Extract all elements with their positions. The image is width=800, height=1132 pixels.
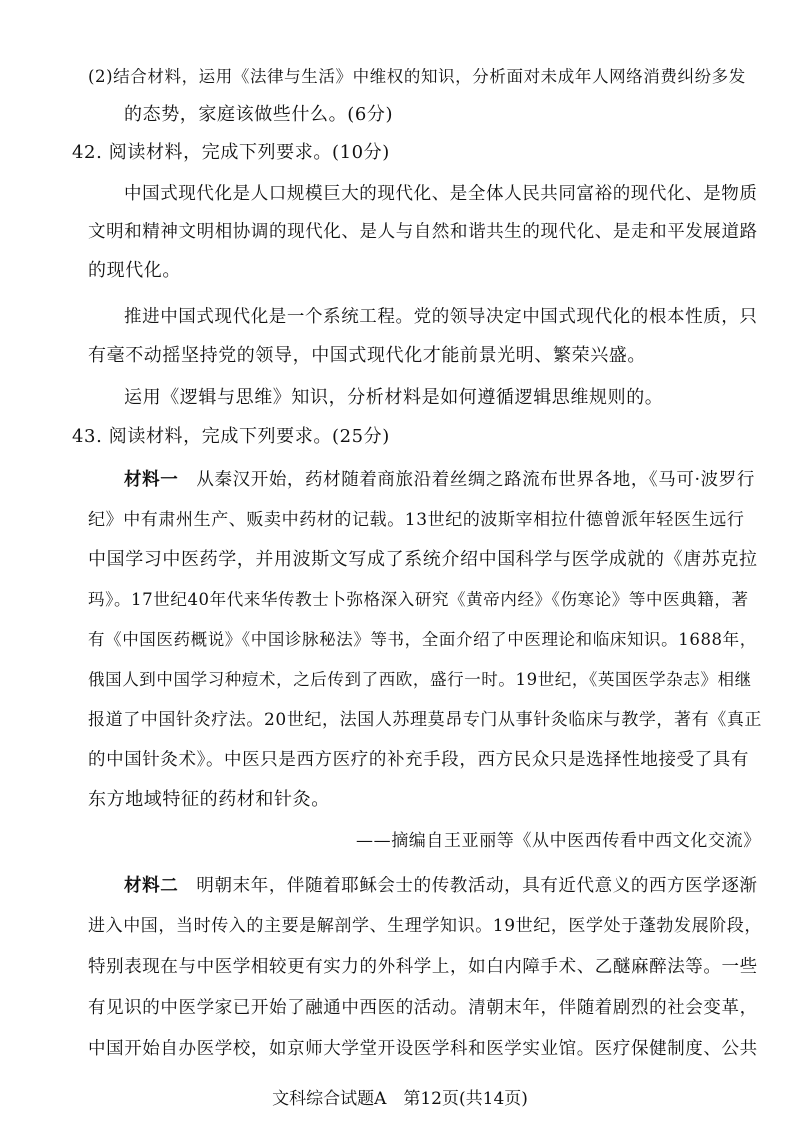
- material-1-source: ——摘编自王亚丽等《从中医西传看中西文化交流》: [356, 831, 761, 851]
- q43-m1-line-7: 报道了中国针灸疗法。20世纪，法国人苏理莫昂专门从事针灸临床与教学，著有《真正: [88, 710, 763, 730]
- q42-p1-line-1: 中国式现代化是人口规模巨大的现代化、是全体人民共同富裕的现代化、是物质: [124, 184, 758, 204]
- q43-m2-line-5: 中国开始自办医学校，如京师大学堂开设医学科和医学实业馆。医疗保健制度、公共: [88, 1039, 758, 1059]
- q41-2-line-1: (2)结合材料，运用《法律与生活》中维权的知识，分析面对未成年人网络消费纠纷多发: [88, 67, 746, 86]
- q43-m1-line-3: 中国学习中医药学，并用波斯文写成了系统介绍中国科学与医学成就的《唐苏克拉: [88, 549, 758, 570]
- q43-m1-line-9: 东方地域特征的药材和针灸。: [88, 789, 330, 810]
- q42-task: 运用《逻辑与思维》知识，分析材料是如何遵循逻辑思维规则的。: [124, 387, 664, 408]
- q43-m2-line-3: 特别表现在与中医学相较更有实力的外科学上，如白内障手术、乙醚麻醉法等。一些: [88, 957, 758, 977]
- material-1-text: 从秦汉开始，药材随着商旅沿着丝绸之路流布世界各地，《马可·波罗行: [196, 470, 755, 490]
- q41-2-line-2: 的态势，家庭该做些什么。(6分): [124, 104, 394, 125]
- q43-m1-line-8: 的中国针灸术》。中医只是西方医疗的补充手段，西方民众只是选择性地接受了具有: [88, 750, 749, 770]
- q42-title: 42. 阅读材料，完成下列要求。(10分): [72, 142, 390, 163]
- q43-m2-line-2: 进入中国，当时传入的主要是解剖学、生理学知识。19世纪，医学处于蓬勃发展阶段，: [88, 916, 763, 936]
- q42-p2-line-2: 有毫不动摇坚持党的领导，中国式现代化才能前景光明、繁荣兴盛。: [88, 345, 646, 366]
- material-1-label: 材料一: [124, 470, 179, 490]
- q42-p2-line-1: 推进中国式现代化是一个系统工程。党的领导决定中国式现代化的根本性质，只: [124, 307, 758, 327]
- q43-m1-line-5: 有《中国医药概说》《中国诊脉秘法》等书，全面介绍了中医理论和临床知识。1688年，: [88, 630, 757, 649]
- q43-m1-line-6: 俄国人到中国学习种痘术，之后传到了西欧，盛行一时。19世纪，《英国医学杂志》相继: [88, 670, 752, 689]
- q43-m1-line-1: [124, 468, 755, 492]
- q43-m1-line-2: 纪》中有肃州生产、贩卖中药材的记载。13世纪的波斯宰相拉什德曾派年轻医生远行: [88, 510, 745, 530]
- q42-p1-line-2: 文明和精神文明相协调的现代化、是人与自然和谐共生的现代化、是走和平发展道路: [88, 222, 758, 242]
- q43-m2-line-1: [124, 874, 758, 898]
- q43-title: 43. 阅读材料，完成下列要求。(25分): [72, 426, 390, 447]
- q42-p1-line-3: 的现代化。: [88, 260, 181, 281]
- page-footer: 文科综合试题A 第12页(共14页): [272, 1089, 528, 1109]
- material-2-label: 材料二: [124, 876, 179, 896]
- q43-m1-line-4: 玛》。17世纪40年代来华传教士卜弥格深入研究《黄帝内经》《伤寒论》等中医典籍，著: [88, 590, 749, 609]
- q43-m2-line-4: 有见识的中医学家已开始了融通中西医的活动。清朝末年，伴随着剧烈的社会变革，: [88, 998, 758, 1018]
- material-2-text: 明朝末年，伴随着耶稣会士的传教活动，具有近代意义的西方医学逐渐: [196, 876, 758, 896]
